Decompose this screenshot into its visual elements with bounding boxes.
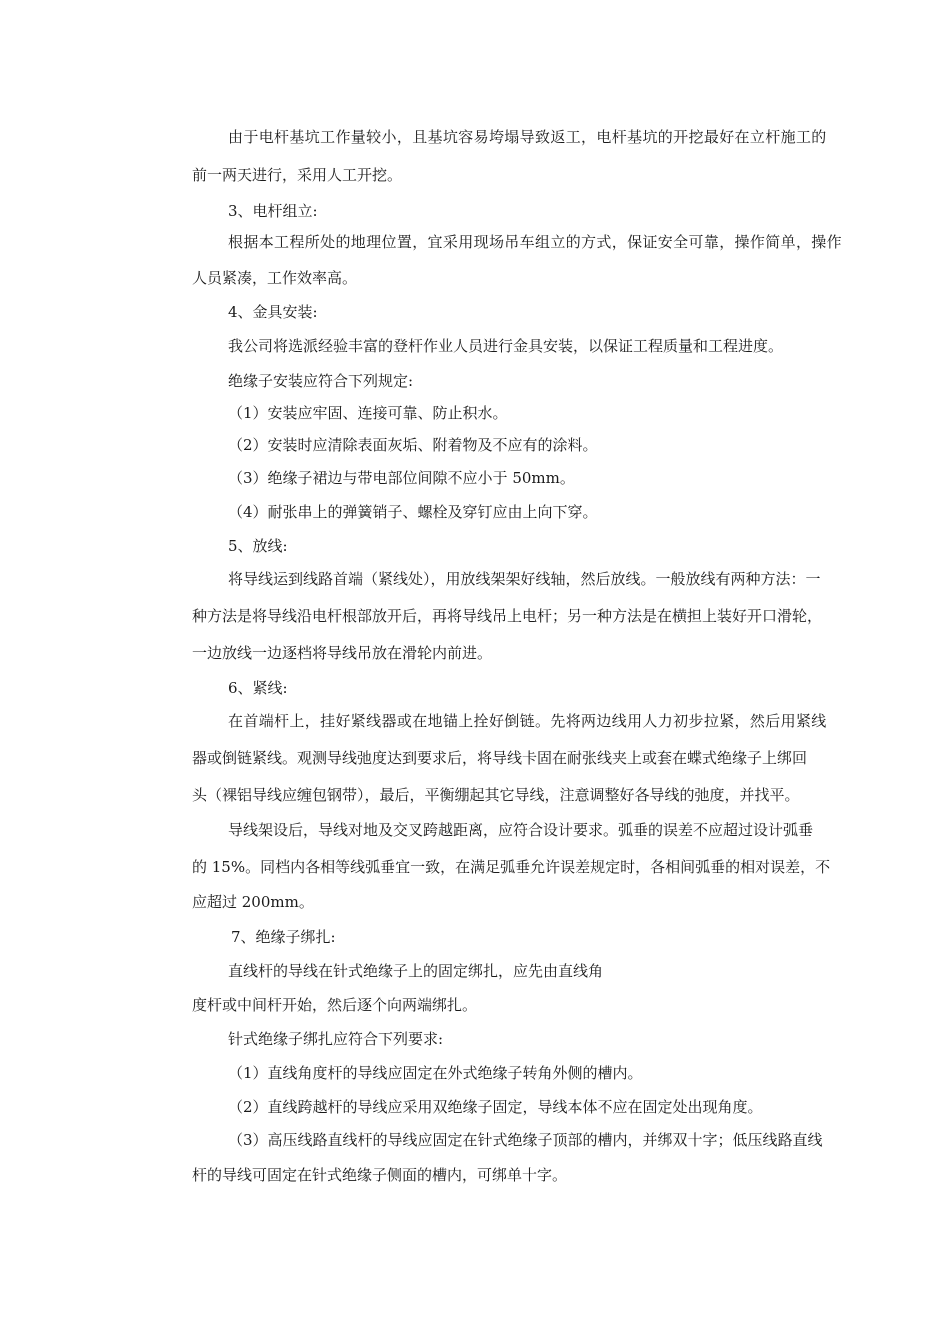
paragraph-line: 一边放线一边逐档将导线吊放在滑轮内前进。 [192,644,493,662]
section-heading: 6、紧线: [228,679,288,697]
paragraph-line: 由于电杆基坑工作量较小，且基坑容易垮塌导致返工，电杆基坑的开挖最好在立杆施工的 [228,128,827,146]
paragraph-line: 我公司将选派经验丰富的登杆作业人员进行金具安装，以保证工程质量和工程进度。 [228,337,784,355]
paragraph-line: 将导线运到线路首端（紧线处），用放线架架好线轴，然后放线。一般放线有两种方法：一 [228,570,821,588]
list-item: （4）耐张串上的弹簧销子、螺栓及穿钉应由上向下穿。 [228,503,598,521]
paragraph-line: 导线架设后，导线对地及交叉跨越距离，应符合设计要求。弧垂的误差不应超过设计弧垂 [228,821,814,839]
list-item: （2）安装时应清除表面灰垢、附着物及不应有的涂料。 [228,436,598,454]
paragraph-line: 应超过 200mm。 [192,893,314,911]
paragraph-line: 根据本工程所处的地理位置，宜采用现场吊车组立的方式，保证安全可靠，操作简单，操作 [228,233,843,251]
paragraph-line: 在首端杆上，挂好紧线器或在地锚上拴好倒链。先将两边线用人力初步拉紧，然后用紧线 [228,712,827,730]
list-item: （1）直线角度杆的导线应固定在外式绝缘子转角外侧的槽内。 [228,1064,643,1082]
list-item: （2）直线跨越杆的导线应采用双绝缘子固定，导线本体不应在固定处出现角度。 [228,1098,763,1116]
paragraph-line: 杆的导线可固定在针式绝缘子侧面的槽内，可绑单十字。 [192,1166,568,1184]
paragraph-line: 绝缘子安装应符合下列规定: [228,372,414,390]
paragraph-line: 头（裸铝导线应缠包钢带），最后，平衡绷起其它导线，注意调整好各导线的弛度，并找平。 [192,786,800,804]
paragraph-line: 种方法是将导线沿电杆根部放开后，再将导线吊上电杆；另一种方法是在横担上装好开口滑轮， [192,607,823,625]
paragraph-line: 针式绝缘子绑扎应符合下列要求: [228,1030,444,1048]
paragraph-line: 度杆或中间杆开始，然后逐个向两端绑扎。 [192,996,478,1014]
section-heading: 7、绝缘子绑扎: [231,928,336,946]
section-heading: 4、金具安装: [228,303,318,321]
paragraph-line: 直线杆的导线在针式绝缘子上的固定绑扎，应先由直线角 [228,962,604,980]
paragraph-line: 人员紧凑，工作效率高。 [192,269,358,287]
paragraph-line: 前一两天进行，采用人工开挖。 [192,166,403,184]
section-heading: 3、电杆组立: [228,202,318,220]
section-heading: 5、放线: [228,537,288,555]
list-item: （3）绝缘子裙边与带电部位间隙不应小于 50mm。 [228,469,575,487]
list-item: （3）高压线路直线杆的导线应固定在针式绝缘子顶部的槽内，并绑双十字；低压线路直线 [228,1131,823,1149]
list-item: （1）安装应牢固、连接可靠、防止积水。 [228,404,508,422]
paragraph-line: 器或倒链紧线。观测导线弛度达到要求后，将导线卡固在耐张线夹上或套在蝶式绝缘子上绑回 [192,749,808,767]
paragraph-line: 的 15%。同档内各相等线弧垂宜一致，在满足弧垂允许误差规定时，各相间弧垂的相对误差，不 [192,858,831,876]
